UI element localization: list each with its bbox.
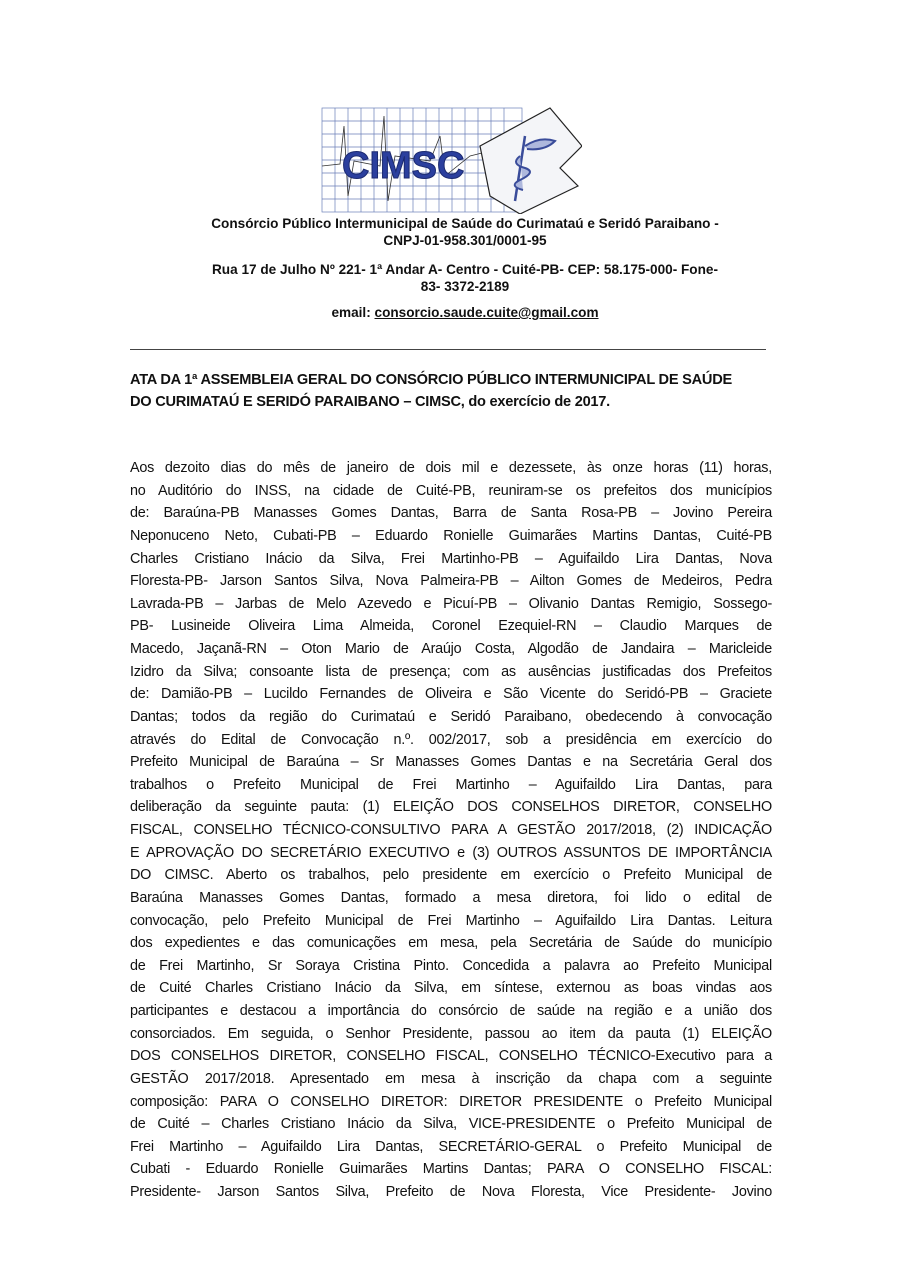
body-line: Prefeito Municipal de Baraúna – Sr Manasses Gomes Dantas e na Secretária Geral dos — [130, 754, 772, 771]
body-line: Frei Martinho – Aguifaildo Lira Dantas, SECRETÁRIO-GERAL o Prefeito Municipal de — [130, 1138, 772, 1155]
body-line: de: Baraúna-PB Manasses Gomes Dantas, Barra de Santa Rosa-PB – Jovino Pereira — [130, 505, 772, 522]
svg-text:CIMSC: CIMSC — [342, 145, 465, 187]
body-line: trabalhos o Prefeito Municipal de Frei Martinho – Aguifaildo Lira Dantas, para — [130, 776, 772, 793]
email-label: email: — [331, 305, 371, 320]
body-line: deliberação da seguinte pauta: (1) ELEIÇÃO DOS CONSELHOS DIRETOR, CONSELHO — [130, 799, 772, 816]
body-line: de Frei Martinho, Sr Soraya Cristina Pinto. Concedida a palavra ao Prefeito Municipal — [130, 957, 772, 974]
body-line: composição: PARA O CONSELHO DIRETOR: DIRETOR PRESIDENTE o Prefeito Municipal — [130, 1093, 772, 1110]
body-line: DOS CONSELHOS DIRETOR, CONSELHO FISCAL, CONSELHO TÉCNICO-Executivo para a — [130, 1048, 772, 1065]
body-line: de: Damião-PB – Lucildo Fernandes de Oliveira e São Vicente do Seridó-PB – Graciete — [130, 686, 772, 703]
organization-name — [150, 215, 780, 249]
body-line: PB- Lusineide Oliveira Lima Almeida, Coronel Ezequiel-RN – Claudio Marques de — [130, 618, 772, 635]
cimsc-logo — [320, 106, 582, 214]
header-divider — [130, 349, 766, 350]
body-line: Floresta-PB- Jarson Santos Silva, Nova Palmeira-PB – Ailton Gomes de Medeiros, Pedra — [130, 573, 772, 590]
body-line: Neponuceno Neto, Cubati-PB – Eduardo Ronielle Guimarães Martins Dantas, Cuité-PB — [130, 527, 772, 544]
body-line: de Cuité – Charles Cristiano Inácio da Silva, VICE-PRESIDENTE o Prefeito Municipal de — [130, 1116, 772, 1133]
body-line: participantes e destacou a importância do consórcio de saúde na região e a união dos — [130, 1003, 772, 1019]
body-line: de Cuité Charles Cristiano Inácio da Silva, em síntese, externou as boas vindas aos — [130, 980, 772, 997]
body-line: Presidente- Jarson Santos Silva, Prefeito de Nova Floresta, Vice Presidente- Jovino — [130, 1184, 772, 1200]
body-line: consorciados. Em seguida, o Senhor Presidente, passou ao item da pauta (1) ELEIÇÃO — [130, 1025, 772, 1042]
org-line-1: Consórcio Público Intermunicipal de Saúde do Curimataú e Seridó Paraibano - — [211, 216, 719, 231]
body-line: Charles Cristiano Inácio da Silva, Frei Martinho-PB – Aguifaildo Lira Dantas, Nova — [130, 550, 772, 567]
body-line: GESTÃO 2017/2018. Apresentado em mesa à inscrição da chapa com a seguinte — [130, 1070, 772, 1087]
title-line-2: DO CURIMATAÚ E SERIDÓ PARAIBANO – CIMSC, do exercício de 2017. — [130, 393, 610, 410]
body-line: E APROVAÇÃO DO SECRETÁRIO EXECUTIVO e (3) OUTROS ASSUNTOS DE IMPORTÂNCIA — [130, 844, 772, 861]
body-line: Baraúna Manasses Gomes Dantas, formado a mesa diretora, foi lido o edital de — [130, 889, 772, 906]
body-line: Aos dezoito dias do mês de janeiro de dois mil e dezessete, às onze horas (11) horas, — [130, 460, 772, 476]
address-line-2: 83- 3372-2189 — [420, 279, 510, 294]
organization-email — [150, 304, 780, 321]
document-body — [130, 457, 772, 1204]
body-line: através do Edital de Convocação n.º. 002/2017, sob a presidência em exercício do — [130, 731, 772, 748]
body-line: Izidro da Silva; consoante lista de presença; com as ausências justificadas dos Prefeitos — [130, 663, 772, 680]
body-line: DO CIMSC. Aberto os trabalhos, pelo presidente em exercício o Prefeito Municipal de — [130, 867, 772, 884]
title-line-1: ATA DA 1ª ASSEMBLEIA GERAL DO CONSÓRCIO PÚBLICO INTERMUNICIPAL DE SAÚDE — [130, 372, 732, 388]
body-line: Macedo, Jaçanã-RN – Oton Mario de Araújo Costa, Algodão de Jandaira – Maricleide — [130, 641, 772, 657]
email-link[interactable]: consorcio.saude.cuite@gmail.com — [374, 305, 599, 320]
body-line: FISCAL, CONSELHO TÉCNICO-CONSULTIVO PARA A GESTÃO 2017/2018, (2) INDICAÇÃO — [130, 822, 772, 838]
body-line: convocação, pelo Prefeito Municipal de Frei Martinho – Aguifaildo Lira Dantas. Leitura — [130, 912, 772, 929]
body-line: no Auditório do INSS, na cidade de Cuité-PB, reuniram-se os prefeitos dos municípios — [130, 482, 772, 499]
body-line: Cubati - Eduardo Ronielle Guimarães Martins Dantas; PARA O CONSELHO FISCAL: — [130, 1161, 772, 1178]
organization-address — [150, 261, 780, 295]
document-title — [130, 370, 772, 413]
address-line-1: Rua 17 de Julho Nº 221- 1ª Andar A- Centro - Cuité-PB- CEP: 58.175-000- Fone- — [211, 262, 718, 277]
body-line: Dantas; todos da região do Curimataú e Seridó Paraibano, obedecendo à convocação — [130, 708, 772, 725]
body-line: Lavrada-PB – Jarbas de Melo Azevedo e Picuí-PB – Olivanio Dantas Remigio, Sossego- — [130, 595, 772, 612]
body-line: dos expedientes e das comunicações em mesa, pela Secretária de Saúde do município — [130, 935, 772, 952]
org-cnpj: CNPJ-01-958.301/0001-95 — [383, 233, 547, 248]
